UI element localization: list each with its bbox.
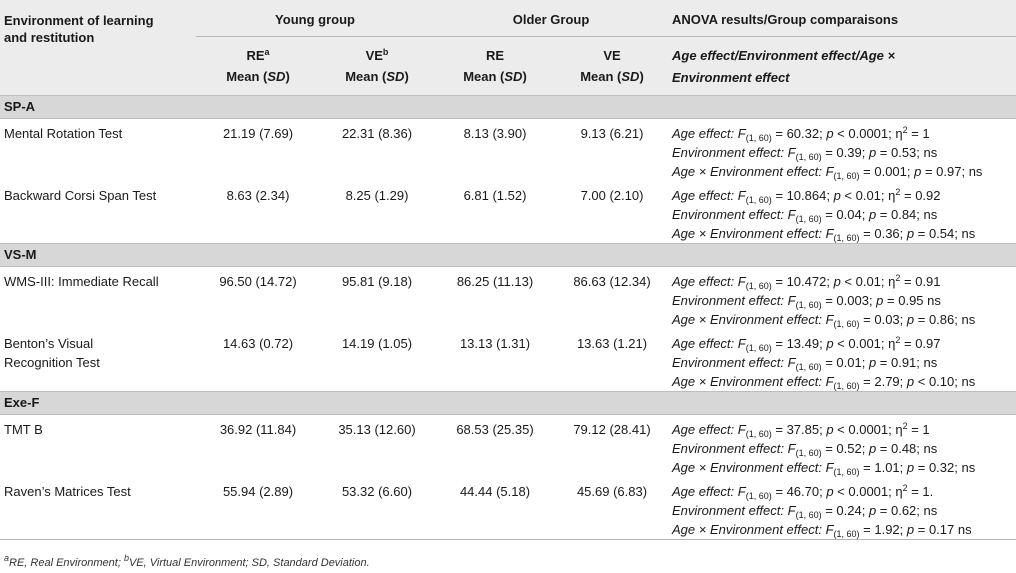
footnote-a-text: RE, Real Environment; — [9, 557, 124, 569]
effect-label: Environment effect: — [672, 144, 784, 160]
f-stat: = 0.04; — [821, 206, 869, 222]
p-symbol: p — [826, 483, 834, 499]
older-re-value: 13.13 (1.31) — [459, 335, 531, 351]
test-name-line: Mental Rotation Test — [4, 125, 123, 141]
test-name — [0, 329, 196, 392]
test-name-line: Raven’s Matrices Test — [4, 483, 131, 499]
p-value: = 0.97; ns — [921, 163, 983, 179]
older-re-value: 6.81 (1.52) — [463, 187, 527, 203]
p-symbol: p — [906, 311, 915, 327]
test-name — [0, 414, 196, 477]
f-symbol: F — [787, 502, 796, 518]
test-name-line: Recognition Test — [4, 354, 100, 370]
test-name-line: TMT B — [4, 421, 43, 437]
env-header-line-1: Environment of learning — [4, 13, 154, 28]
eta-value: = 1. — [907, 483, 934, 499]
section-row — [0, 95, 1016, 118]
p-symbol: p — [833, 273, 841, 289]
effect-label: Age × Environment effect: — [672, 311, 822, 327]
young-ve-header — [320, 36, 434, 95]
anova-result-line — [672, 291, 1016, 310]
anova-result-line — [672, 520, 1016, 539]
older-ve-value: 86.63 (12.34) — [573, 273, 651, 289]
ve-label: VE — [365, 47, 383, 63]
section-label: Exe-F — [0, 391, 1016, 414]
mean-sd-label: Mean (SD) — [580, 68, 644, 84]
p-symbol: p — [906, 459, 915, 475]
p-symbol: p — [914, 163, 922, 179]
f-symbol: F — [737, 335, 746, 351]
f-symbol: F — [787, 206, 796, 222]
effect-label: Environment effect: — [672, 354, 784, 370]
test-name-line: Backward Corsi Span Test — [4, 187, 157, 203]
effect-label: Environment effect: — [672, 292, 784, 308]
f-degrees: (1, 60) — [833, 380, 860, 391]
young-re-value: 21.19 (7.69) — [222, 125, 294, 141]
table-row — [0, 266, 1016, 329]
anova-result-line — [672, 186, 1016, 205]
p-symbol: p — [826, 125, 834, 141]
table-row — [0, 414, 1016, 477]
footnote-b-text: VE, Virtual Environment; SD, Standard Deviation. — [128, 557, 370, 569]
p-value: = 0.17 ns — [914, 521, 972, 537]
test-name-line: WMS-III: Immediate Recall — [4, 273, 159, 289]
p-symbol: p — [826, 335, 834, 351]
anova-result-line — [672, 482, 1016, 501]
re-label: RE — [485, 47, 505, 63]
p-value: = 0.53; ns — [876, 144, 938, 160]
anova-results — [668, 118, 1016, 181]
f-symbol: F — [825, 311, 834, 327]
eta-superscript: 2 — [902, 482, 908, 493]
p-value: < 0.0001; η — [833, 421, 903, 437]
anova-result-line — [672, 458, 1016, 477]
older-re-value: 86.25 (11.13) — [456, 273, 534, 289]
f-symbol: F — [825, 521, 834, 537]
f-stat: = 46.70; — [771, 483, 827, 499]
effect-label: Age effect: — [672, 421, 735, 437]
young-ve-value: 53.32 (6.60) — [341, 483, 413, 499]
p-value: < 0.01; η — [840, 273, 896, 289]
effect-label: Environment effect: — [672, 440, 784, 456]
older-ve-header — [556, 36, 668, 95]
section-row — [0, 243, 1016, 266]
anova-results — [668, 329, 1016, 392]
f-stat: = 0.52; — [821, 440, 869, 456]
eta-superscript: 2 — [895, 186, 901, 197]
f-stat: = 13.49; — [771, 335, 827, 351]
older-re-header — [434, 36, 556, 95]
effect-label: Environment effect: — [672, 206, 784, 222]
re-superscript: a — [264, 46, 270, 57]
footnote-a-mark: a — [4, 553, 10, 563]
f-degrees: (1, 60) — [833, 232, 860, 243]
section-row — [0, 391, 1016, 414]
anova-result-line — [672, 272, 1016, 291]
anova-result-line — [672, 372, 1016, 391]
anova-result-line — [672, 334, 1016, 353]
f-stat: = 10.472; — [771, 273, 834, 289]
test-name-line: Benton’s Visual — [4, 335, 94, 351]
eta-value: = 0.92 — [900, 187, 941, 203]
eta-value: = 0.91 — [900, 273, 941, 289]
older-ve-value: 45.69 (6.83) — [576, 483, 648, 499]
anova-result-line — [672, 143, 1016, 162]
test-name — [0, 181, 196, 244]
eta-value: = 1 — [907, 125, 930, 141]
young-re-header — [196, 36, 320, 95]
mean-sd-label: Mean (SD) — [345, 68, 409, 84]
anova-sub-line-2: Environment effect — [672, 69, 790, 85]
p-symbol: p — [868, 354, 877, 370]
f-degrees: (1, 60) — [745, 132, 772, 143]
f-symbol: F — [825, 373, 834, 389]
table-body — [0, 95, 1016, 539]
young-ve-value: 8.25 (1.29) — [345, 187, 409, 203]
f-degrees: (1, 60) — [795, 213, 822, 224]
p-symbol: p — [868, 206, 877, 222]
anova-sub-line-1: Age effect/Environment effect/Age × — [672, 47, 896, 63]
anova-result-line — [672, 310, 1016, 329]
anova-results — [668, 266, 1016, 329]
p-value: = 0.95 ns — [883, 292, 941, 308]
test-name — [0, 477, 196, 540]
f-stat: = 10.864; — [771, 187, 834, 203]
f-degrees: (1, 60) — [795, 299, 822, 310]
effect-label: Age effect: — [672, 187, 735, 203]
anova-subheader — [668, 36, 1016, 95]
eta-superscript: 2 — [902, 420, 908, 431]
f-stat: = 60.32; — [771, 125, 827, 141]
f-symbol: F — [737, 483, 746, 499]
section-label: SP-A — [0, 95, 1016, 118]
young-ve-value: 14.19 (1.05) — [341, 335, 413, 351]
young-ve-value: 22.31 (8.36) — [341, 125, 413, 141]
f-degrees: (1, 60) — [833, 318, 860, 329]
anova-result-line — [672, 162, 1016, 181]
test-name — [0, 118, 196, 181]
env-header-line-2: and restitution — [4, 30, 95, 45]
f-stat: = 0.39; — [821, 144, 869, 160]
table-row — [0, 477, 1016, 540]
f-stat: = 0.03; — [859, 311, 907, 327]
eta-superscript: 2 — [895, 334, 901, 345]
f-symbol: F — [737, 421, 746, 437]
section-label: VS-M — [0, 243, 1016, 266]
ve-label: VE — [603, 47, 621, 63]
older-re-value: 68.53 (25.35) — [456, 421, 534, 437]
footnote-b-mark: b — [123, 553, 129, 563]
anova-result-line — [672, 439, 1016, 458]
p-value: = 0.62; ns — [876, 502, 938, 518]
f-degrees: (1, 60) — [833, 528, 860, 539]
older-re-value: 44.44 (5.18) — [459, 483, 531, 499]
f-symbol: F — [737, 187, 746, 203]
re-label: RE — [246, 47, 265, 63]
table-header — [0, 0, 1016, 95]
p-symbol: p — [868, 502, 877, 518]
f-degrees: (1, 60) — [795, 509, 822, 520]
effect-label: Age × Environment effect: — [672, 521, 822, 537]
p-symbol: p — [906, 373, 915, 389]
f-stat: = 37.85; — [771, 421, 827, 437]
older-ve-value: 79.12 (28.41) — [573, 421, 651, 437]
f-stat: = 0.01; — [821, 354, 869, 370]
young-ve-value: 35.13 (12.60) — [338, 421, 416, 437]
effect-label: Environment effect: — [672, 502, 784, 518]
young-re-value: 96.50 (14.72) — [219, 273, 297, 289]
p-symbol: p — [833, 187, 841, 203]
ve-superscript: b — [382, 46, 389, 57]
anova-result-line — [672, 124, 1016, 143]
anova-result-line — [672, 353, 1016, 372]
f-stat: = 0.001; — [859, 163, 915, 179]
effect-label: Age × Environment effect: — [672, 225, 822, 241]
f-degrees: (1, 60) — [795, 361, 822, 372]
older-group-header: Older Group — [434, 0, 668, 36]
effect-label: Age × Environment effect: — [672, 459, 822, 475]
p-symbol: p — [826, 421, 834, 437]
p-value: < 0.001; η — [833, 335, 896, 351]
f-degrees: (1, 60) — [745, 280, 772, 291]
anova-results — [668, 414, 1016, 477]
older-re-value: 8.13 (3.90) — [463, 125, 527, 141]
effect-label: Age × Environment effect: — [672, 373, 822, 389]
f-degrees: (1, 60) — [745, 194, 772, 205]
effect-label: Age effect: — [672, 335, 735, 351]
eta-superscript: 2 — [895, 272, 901, 283]
anova-result-line — [672, 420, 1016, 439]
young-re-value: 8.63 (2.34) — [226, 187, 290, 203]
f-symbol: F — [787, 440, 796, 456]
f-stat: = 0.003; — [821, 292, 877, 308]
eta-value: = 1 — [907, 421, 930, 437]
anova-results — [668, 181, 1016, 244]
effect-label: Age × Environment effect: — [672, 163, 822, 179]
env-column-header — [0, 0, 196, 95]
f-stat: = 1.92; — [859, 521, 907, 537]
f-symbol: F — [825, 163, 834, 179]
young-re-value: 14.63 (0.72) — [222, 335, 294, 351]
young-re-value: 36.92 (11.84) — [219, 421, 297, 437]
p-symbol: p — [868, 440, 877, 456]
f-stat: = 0.36; — [859, 225, 907, 241]
f-symbol: F — [825, 225, 834, 241]
p-value: = 0.91; ns — [876, 354, 938, 370]
f-degrees: (1, 60) — [833, 170, 860, 181]
effect-label: Age effect: — [672, 483, 735, 499]
eta-superscript: 2 — [902, 124, 908, 135]
f-symbol: F — [787, 354, 796, 370]
f-symbol: F — [737, 273, 746, 289]
p-value: < 0.0001; η — [833, 483, 903, 499]
young-ve-value: 95.81 (9.18) — [341, 273, 413, 289]
f-stat: = 1.01; — [859, 459, 907, 475]
f-stat: = 2.79; — [859, 373, 907, 389]
older-ve-value: 7.00 (2.10) — [580, 187, 644, 203]
f-symbol: F — [787, 144, 796, 160]
p-symbol: p — [876, 292, 884, 308]
f-degrees: (1, 60) — [745, 428, 772, 439]
table-row — [0, 329, 1016, 392]
f-symbol: F — [825, 459, 834, 475]
eta-value: = 0.97 — [900, 335, 941, 351]
effect-label: Age effect: — [672, 125, 735, 141]
table-row — [0, 181, 1016, 244]
p-value: < 0.0001; η — [833, 125, 903, 141]
p-value: = 0.84; ns — [876, 206, 938, 222]
f-degrees: (1, 60) — [795, 447, 822, 458]
anova-column-header: ANOVA results/Group comparaisons — [668, 0, 1016, 36]
f-degrees: (1, 60) — [833, 466, 860, 477]
p-value: = 0.32; ns — [914, 459, 976, 475]
p-value: = 0.54; ns — [914, 225, 976, 241]
f-stat: = 0.24; — [821, 502, 869, 518]
anova-results — [668, 477, 1016, 540]
f-symbol: F — [737, 125, 746, 141]
mean-sd-label: Mean (SD) — [463, 68, 527, 84]
p-symbol: p — [906, 225, 915, 241]
p-value: < 0.01; η — [840, 187, 896, 203]
table-footnote — [4, 553, 370, 569]
test-name — [0, 266, 196, 329]
p-value: = 0.48; ns — [876, 440, 938, 456]
p-value: = 0.86; ns — [914, 311, 976, 327]
p-value: < 0.10; ns — [914, 373, 976, 389]
anova-result-line — [672, 205, 1016, 224]
mean-sd-label: Mean (SD) — [226, 68, 290, 84]
anova-result-line — [672, 501, 1016, 520]
f-symbol: F — [787, 292, 796, 308]
effect-label: Age effect: — [672, 273, 735, 289]
p-symbol: p — [868, 144, 877, 160]
older-ve-value: 13.63 (1.21) — [576, 335, 648, 351]
young-re-value: 55.94 (2.89) — [222, 483, 294, 499]
p-symbol: p — [906, 521, 915, 537]
older-ve-value: 9.13 (6.21) — [580, 125, 644, 141]
young-group-header: Young group — [196, 0, 434, 36]
table-row — [0, 118, 1016, 181]
f-degrees: (1, 60) — [745, 342, 772, 353]
anova-result-line — [672, 224, 1016, 243]
f-degrees: (1, 60) — [795, 151, 822, 162]
f-degrees: (1, 60) — [745, 490, 772, 501]
